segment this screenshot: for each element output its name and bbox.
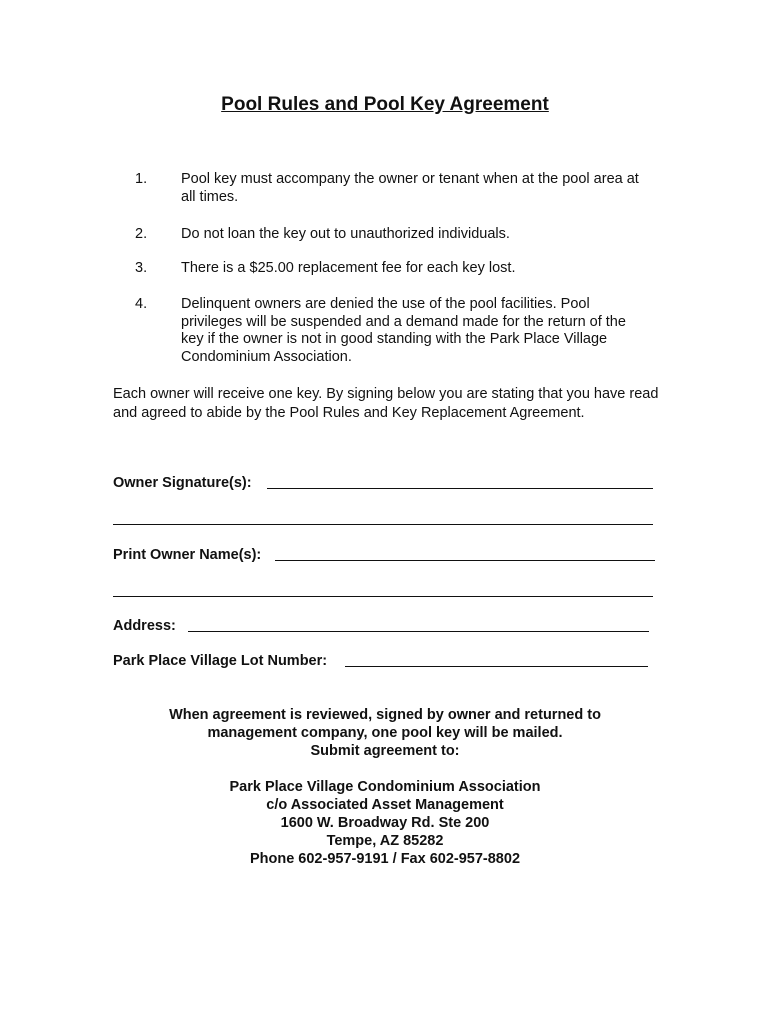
association-name: Park Place Village Condominium Association bbox=[229, 779, 541, 795]
rule-number: 3. bbox=[135, 260, 148, 276]
rule-number: 4. bbox=[135, 296, 148, 312]
lot-number-line[interactable] bbox=[345, 666, 648, 667]
print-name-label: Print Owner Name(s): bbox=[113, 547, 262, 563]
rule-text: There is a $25.00 replacement fee for each key lost. bbox=[181, 260, 516, 276]
print-name-line-2[interactable] bbox=[113, 596, 653, 597]
owner-signature-label: Owner Signature(s): bbox=[113, 475, 252, 491]
rule-text: Delinquent owners are denied the use of the pool facilities. Pool privileges will be suspended and a demand made for the return of the key if the owner is not in good standing with the Park Place Village Condominium Association. bbox=[181, 296, 626, 365]
address-line[interactable] bbox=[188, 631, 649, 632]
phone-fax: Phone 602-957-9191 / Fax 602-957-8802 bbox=[249, 851, 521, 867]
city-state-zip: Tempe, AZ 85282 bbox=[326, 833, 444, 849]
rule-number: 1. bbox=[135, 171, 148, 187]
owner-signature-line[interactable] bbox=[267, 488, 653, 489]
print-name-line[interactable] bbox=[275, 560, 655, 561]
submit-line-1: When agreement is reviewed, signed by owner and returned to bbox=[169, 707, 601, 723]
intro-paragraph: Each owner will receive one key. By signing below you are stating that you have read and agreed to abide by the Pool Rules and Key Replacement Agreement. bbox=[113, 386, 659, 421]
submit-line-3: Submit agreement to: bbox=[310, 743, 460, 759]
address-label: Address: bbox=[113, 618, 176, 634]
rule-text: Do not loan the key out to unauthorized individuals. bbox=[181, 226, 510, 242]
submit-line-2: management company, one pool key will be mailed. bbox=[207, 725, 563, 741]
care-of: c/o Associated Asset Management bbox=[266, 797, 504, 813]
rule-number: 2. bbox=[135, 226, 148, 242]
street-address: 1600 W. Broadway Rd. Ste 200 bbox=[280, 815, 490, 831]
owner-signature-line-2[interactable] bbox=[113, 524, 653, 525]
lot-number-label: Park Place Village Lot Number: bbox=[113, 653, 328, 669]
rule-text: Pool key must accompany the owner or tenant when at the pool area at all times. bbox=[181, 171, 639, 205]
document-title: Pool Rules and Pool Key Agreement bbox=[221, 94, 549, 115]
